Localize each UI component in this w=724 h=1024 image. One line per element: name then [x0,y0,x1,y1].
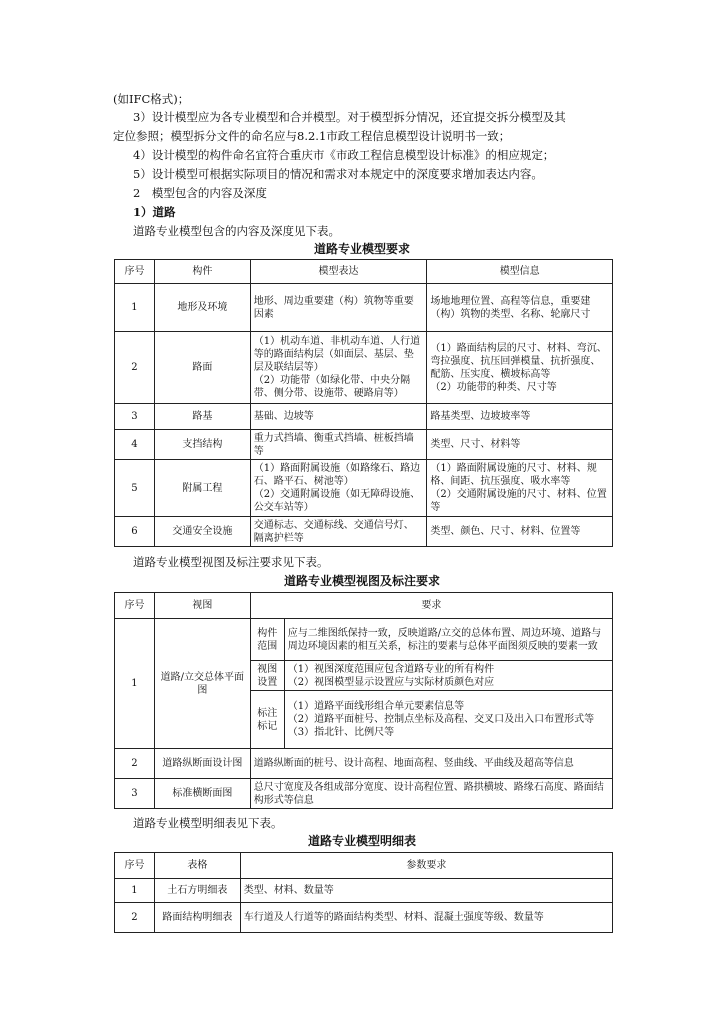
table-row: 4 支挡结构 重力式挡墙、衡重式挡墙、桩板挡墙等 类型、尺寸、材料等 [115,430,613,460]
table-row: 6 交通安全设施 交通标志、交通标线、交通信号灯、隔离护栏等 类型、颜色、尺寸、材料、位置等 [115,517,613,547]
road-detail-table [114,852,613,933]
table2-header-no: 序号 [115,593,155,619]
intro-line-3: 5）设计模型可根据实际项目的情况和需求对本规定中的深度要求增加表达内容。 [133,167,543,181]
table2-header-req: 要求 [250,593,612,619]
road-view-table [114,592,613,809]
intro-line-0: (如IFC格式)； [113,92,190,106]
intro-line-1b: 定位参照；模型拆分文件的命名应与8.2.1市政工程信息模型设计说明书一致； [113,129,511,143]
table-row: 3 标准横断面图 总尺寸宽度及各组成部分宽度、设计高程位置、路拱横坡、路缘石高度、路面结构形式等信息 [115,779,613,809]
table-row: 1 道路/立交总体平面图 构件范围 应与二维图纸保持一致，反映道路/立交的总体布置、周边环境、道路与周边环境因素的相互关系，标注的要素与总体平面图须反映的要素一致 [115,619,613,661]
intro-line-1a: 3）设计模型应为各专业模型和合并模型。对于模型拆分情况，还宜提交拆分模型及其 [133,110,566,124]
table-row: 2 道路纵断面设计图 道路纵断面的桩号、设计高程、地面高程、竖曲线、平曲线及超高等信息 [115,749,613,779]
table-row: 2 路面 （1）机动车道、非机动车道、人行道等的路面结构层（如面层、基层、垫层及联结层等） （2）功能带（如绿化带、中央分隔带、侧分带、设施带、硬路肩等） （1）路面结构层的尺寸、材料、弯沉、弯拉强度、抗压回弹模量、抗折强度、配筋、压实度、横坡标高等 （2）功能带的种类、尺寸等 [115,332,613,404]
table-row: 1 地形及环境 地形、周边重要建（构）筑物等重要因素 场地地理位置、高程等信息，重要建（构）筑物的类型、名称、轮廓尺寸 [115,284,613,332]
table3-header-req: 参数要求 [240,853,612,879]
table3-header-no: 序号 [115,853,155,879]
table-row: 2 路面结构明细表 车行道及人行道等的路面结构类型、材料、混凝土强度等级、数量等 [115,903,613,933]
table3-header-name: 表格 [154,853,240,879]
table-row: 1 土石方明细表 类型、材料、数量等 [115,879,613,903]
table2-lead: 道路专业模型视图及标注要求见下表。 [133,555,329,569]
table-row: 标注标记 （1）道路平面线形组合单元要素信息等 （2）道路平面桩号、控制点坐标及高程、交叉口及出入口布置形式等 （3）指北针、比例尺等 [115,691,613,749]
table2-header-view: 视图 [154,593,250,619]
intro-line-2: 4）设计模型的构件命名宜符合重庆市《市政工程信息模型设计标准》的相应规定； [133,148,555,162]
table-row: 3 路基 基础、边坡等 路基类型、边坡坡率等 [115,404,613,430]
table1-header-expression: 模型表达 [250,260,427,284]
section-heading: 2 模型包含的内容及深度 [133,186,267,200]
table1-header-no: 序号 [115,260,155,284]
table1-header-component: 构件 [154,260,250,284]
table3-caption: 道路专业模型明细表 [307,834,416,848]
table2-caption: 道路专业模型视图及标注要求 [283,574,440,588]
subsection-heading: 1）道路 [133,205,176,219]
table1-caption: 道路专业模型要求 [313,242,410,256]
table-row: 视图设置 （1）视图深度范围应包含道路专业的所有构件 （2）视图模型显示设置应与实际材质颜色对应 [115,661,613,691]
table-row: 5 附属工程 （1）路面附属设施（如路缘石、路边石、路平石、树池等） （2）交通附属设施（如无障碍设施、公交车站等） （1）路面附属设施的尺寸、材料、规格、间距、抗压强度、吸水率等 （2）交通附属设施的尺寸、材料、位置等 [115,460,613,517]
table1-header-info: 模型信息 [427,260,613,284]
table3-lead: 道路专业模型明细表见下表。 [133,816,283,830]
road-model-table [114,259,613,547]
table1-lead: 道路专业模型包含的内容及深度见下表。 [133,224,340,238]
